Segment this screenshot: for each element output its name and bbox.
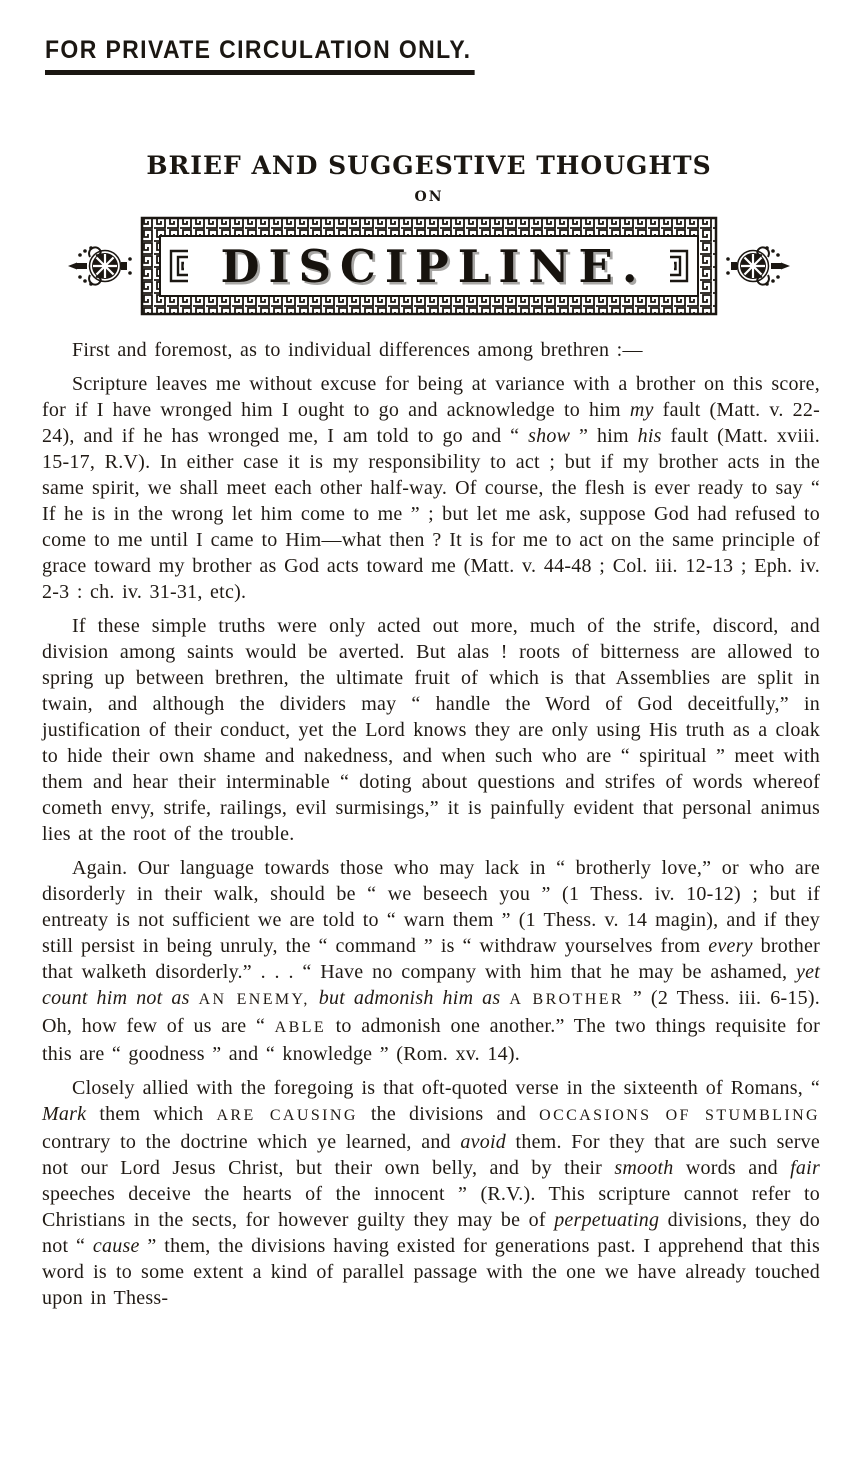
paragraph: First and foremost, as to individual differences among brethren :— bbox=[72, 339, 643, 361]
banner-word: DISCIPLINE. bbox=[220, 239, 647, 293]
rosette-ornament-right-icon bbox=[722, 236, 792, 296]
body-paragraphs bbox=[42, 337, 820, 1311]
paragraph: Scripture leaves me without excuse for being at variance with a brother on this score, for if I have wronged him I ought to go and acknowledge to him my fault (Matt. v. 22-24), and if he has wronged me, I am told to go and “ show ” him his fault (Matt. xviii. 15-17, R.V). In either case it is my responsibility to act ; but if my brother acts in the same spirit, we shall meet each other half-way. Of course, the flesh is ever ready to say “ If he is in the wrong let him come to me ” ; but let me ask, suppose God had refused to come to me until I came to Him—what then ? It is for me to act on the same principle of grace toward my brother as God acts toward me (Matt. v. 44-48 ; Col. iii. 12-13 ; Eph. iv. 2-3 : ch. iv. 31-31, etc). bbox=[42, 373, 821, 603]
circulation-notice: FOR PRIVATE CIRCULATION ONLY. bbox=[45, 36, 475, 75]
paragraph: Again. Our language towards those who may lack in “ brotherly love,” or who are disorderly in their walk, should be “ we beseech you ” (1 Thess. iv. 10-12) ; but if entreaty is not sufficient we are told to “ warn them ” (1 Thess. v. 14 magin), and if they still persist in being unruly, the “ command ” is “ withdraw yourselves from every brother that walketh disorderly.” . . . “ Have no company with him that he may be ashamed, yet count him not as AN ENEMY, but admonish him as A BROTHER ” (2 Thess. iii. 6-15). Oh, how few of us are “ ABLE to admonish one another.” The two things requisite for this are “ goodness ” and “ knowledge ” (Rom. xv. 14). bbox=[42, 857, 821, 1065]
paragraph: Closely allied with the foregoing is that oft-quoted verse in the sixteenth of Romans, “ Mark them which ARE CAUSING the divisions and OCCASIONS OF STUMBLING contrary to the doctrine which ye learned, and avoid them. For they that are such serve not our Lord Jesus Christ, but their own belly, and by their smooth words and fair speeches deceive the hearts of the innocent ” (R.V.). This scripture cannot refer to Christians in the sects, for however guilty they may be of perpetuating divisions, they do not “ cause ” them, the divisions having existed for generations past. I apprehend that this word is to some extent a kind of parallel passage with the one we have already touched upon in Thess- bbox=[42, 1077, 820, 1309]
rosette-ornament-left-icon bbox=[66, 236, 136, 296]
discipline-banner bbox=[0, 216, 858, 316]
paragraph: If these simple truths were only acted out more, much of the strife, discord, and division among saints would be averted. But alas ! roots of bitterness are allowed to spring up between brethren, the ultimate fruit of which is that Assemblies are split in twain, and although the dividers may “ handle the Word of God deceitfully,” in justification of their conduct, yet the Lord knows they are only using His truth as a cloak to hide their own shame and nakedness, and when such who are “ spiritual ” meet with them and hear their interminable “ doting about questions and strifes of words whereof cometh envy, strife, railings, evil surmisings,” it is painfully evident that personal animus lies at the root of the trouble. bbox=[42, 615, 820, 845]
page-title: BRIEF AND SUGGESTIVE THOUGHTS bbox=[146, 151, 712, 180]
banner-frame bbox=[140, 216, 718, 316]
title-on-word: ON bbox=[414, 189, 444, 205]
